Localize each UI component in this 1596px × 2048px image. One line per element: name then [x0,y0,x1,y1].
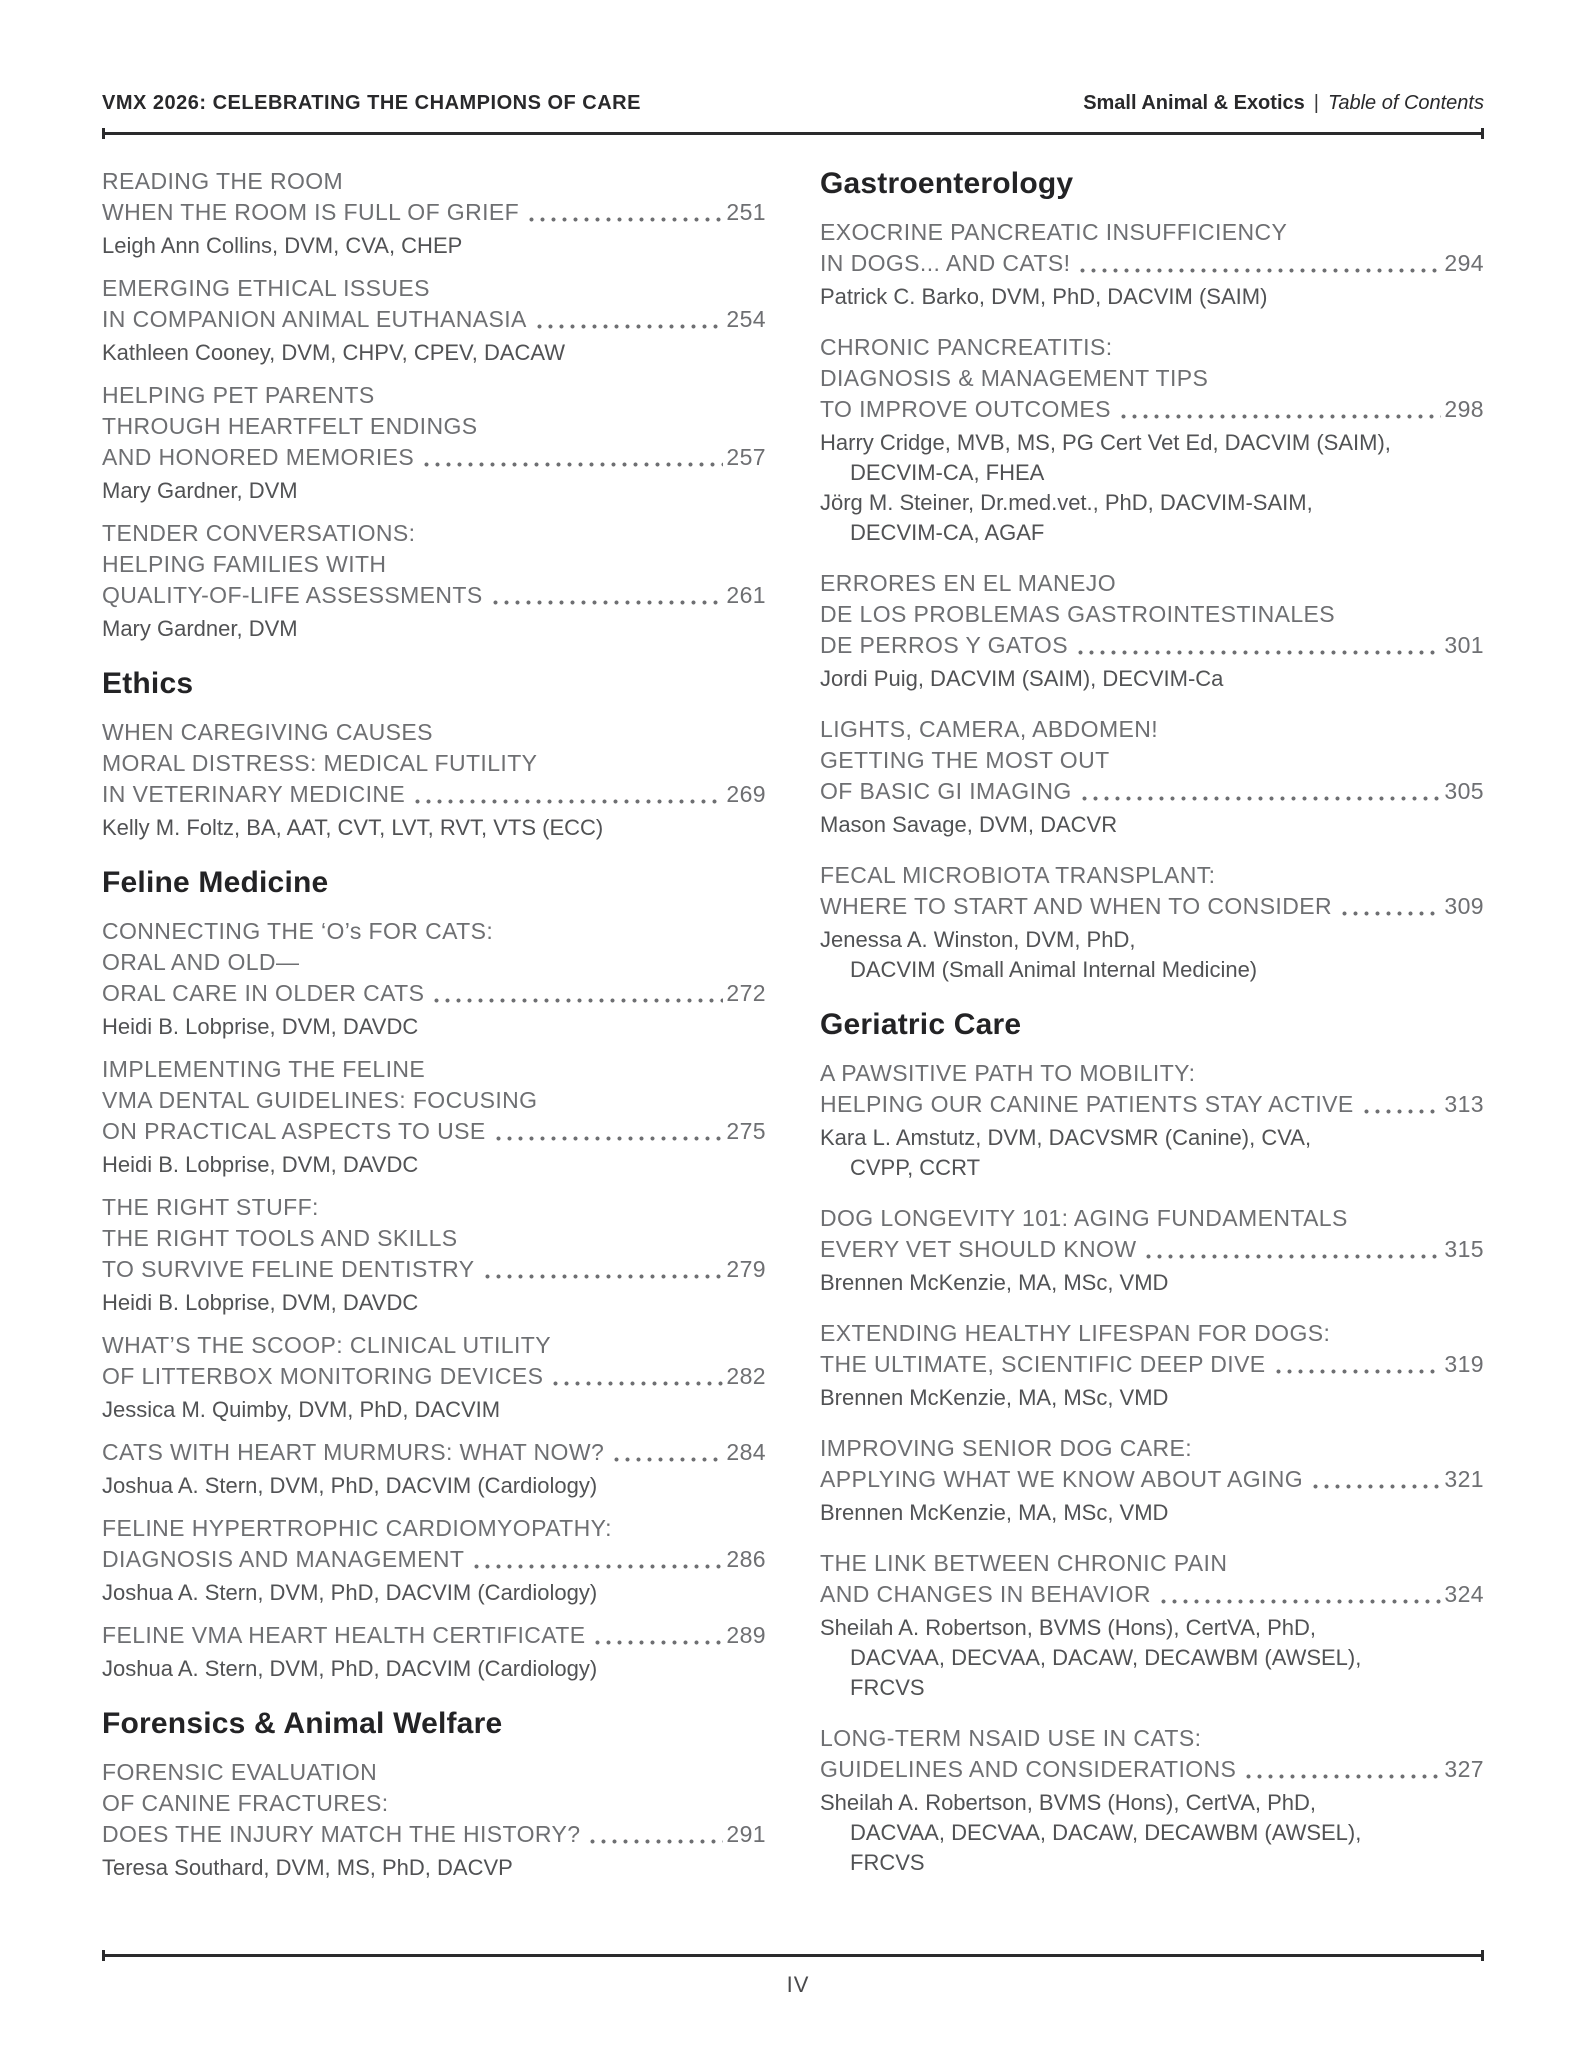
entry-title-line: TENDER CONVERSATIONS: [102,520,416,546]
dot-leader [1075,650,1441,655]
entry-title-line: WHAT’S THE SCOOP: CLINICAL UTILITY [102,1332,551,1358]
author-line: Joshua A. Stern, DVM, PhD, DACVIM (Cardiology) [102,1656,598,1681]
entry-title-line [820,1464,1484,1495]
author-line: Patrick C. Barko, DVM, PhD, DACVIM (SAIM) [820,284,1268,309]
header-track-name: Small Animal & Exotics [1083,92,1305,114]
author-line: FRCVS [850,1850,925,1875]
entry-title-line: FELINE HYPERTROPHIC CARDIOMYOPATHY: [102,1515,612,1541]
entry-title-line [820,1579,1484,1610]
toc-entry [102,1054,766,1180]
entry-title-line: HELPING PET PARENTS [102,382,375,408]
entry-page-number: 294 [1444,250,1484,276]
entry-title-line: GETTING THE MOST OUT [820,747,1110,773]
entry-page-number: 275 [726,1118,766,1144]
page-header [102,92,1484,115]
entry-title-line [820,1089,1484,1120]
entry-title-text: GUIDELINES AND CONSIDERATIONS [820,1756,1237,1782]
entry-title-text: WHEN THE ROOM IS FULL OF GRIEF [102,199,520,225]
entry-page-number: 301 [1444,632,1484,658]
entry-title-text: OF BASIC GI IMAGING [820,778,1072,804]
author-line: Harry Cridge, MVB, MS, PG Cert Vet Ed, DACVIM (SAIM), [820,430,1391,455]
entry-page-number: 309 [1444,893,1484,919]
entry-title-text: IN DOGS... AND CATS! [820,250,1071,276]
entry-page-number: 321 [1444,1466,1484,1492]
entry-title-line [820,1754,1484,1785]
toc-entry [820,332,1484,548]
author-line: Sheilah A. Robertson, BVMS (Hons), CertVA, PhD, [820,1615,1317,1640]
toc-entry [820,860,1484,985]
toc-column-2 [820,166,1484,1898]
dot-leader [1158,1599,1442,1604]
entry-title-line [102,1437,766,1468]
toc-entry [102,1620,766,1684]
author-line: Joshua A. Stern, DVM, PhD, DACVIM (Cardiology) [102,1473,598,1498]
author-line: DECVIM-CA, AGAF [850,520,1045,545]
author-line: Heidi B. Lobprise, DVM, DAVDC [102,1290,419,1315]
entry-title-line [102,1544,766,1575]
entry-title-line: THE RIGHT TOOLS AND SKILLS [102,1225,458,1251]
entry-title-line: VMA DENTAL GUIDELINES: FOCUSING [102,1087,538,1113]
entry-title-text: OF LITTERBOX MONITORING DEVICES [102,1363,544,1389]
entry-title-line: EXOCRINE PANCREATIC INSUFFICIENCY [820,219,1288,245]
entry-title-text: WHERE TO START AND WHEN TO CONSIDER [820,893,1332,919]
entry-title-line: FORENSIC EVALUATION [102,1759,378,1785]
entry-title-line [820,891,1484,922]
author-line: DACVAA, DECVAA, DACAW, DECAWBM (AWSEL), [850,1820,1362,1845]
dot-leader [1310,1484,1441,1489]
entry-title-line [820,1349,1484,1380]
toc-entry [102,1437,766,1501]
section-heading: Gastroenterology [820,167,1074,200]
entry-title-line: EXTENDING HEALTHY LIFESPAN FOR DOGS: [820,1320,1331,1346]
entry-title-text: THE ULTIMATE, SCIENTIFIC DEEP DIVE [820,1351,1266,1377]
toc-entry [102,166,766,261]
dot-leader [1361,1109,1442,1114]
entry-page-number: 289 [726,1622,766,1648]
entry-title-text: QUALITY-OF-LIFE ASSESSMENTS [102,582,483,608]
dot-leader [493,1136,724,1141]
author-line: Mason Savage, DVM, DACVR [820,812,1118,837]
entry-title-text: DIAGNOSIS AND MANAGEMENT [102,1546,465,1572]
dot-leader [412,799,723,804]
dot-leader [550,1381,723,1386]
dot-leader [1243,1774,1441,1779]
entry-title-line: THROUGH HEARTFELT ENDINGS [102,413,478,439]
entry-title-line [820,394,1484,425]
author-line: Teresa Southard, DVM, MS, PhD, DACVP [102,1855,513,1880]
dot-leader [1079,796,1442,801]
entry-page-number: 319 [1444,1351,1484,1377]
toc-entry [820,217,1484,312]
section-heading: Forensics & Animal Welfare [102,1707,503,1740]
author-line: Jessica M. Quimby, DVM, PhD, DACVIM [102,1397,501,1422]
footer-page-number: IV [786,1972,810,1997]
entry-title-text: TO SURVIVE FELINE DENTISTRY [102,1256,475,1282]
entry-page-number: 298 [1444,396,1484,422]
entry-title-text: TO IMPROVE OUTCOMES [820,396,1111,422]
section-heading: Feline Medicine [102,866,329,899]
toc-entry [102,1513,766,1608]
toc-entry [820,1548,1484,1703]
entry-title-line: CHRONIC PANCREATITIS: [820,334,1113,360]
header-divider: | [1313,92,1319,114]
entry-title-line: EMERGING ETHICAL ISSUES [102,275,430,301]
entry-title-line: LIGHTS, CAMERA, ABDOMEN! [820,716,1159,742]
entry-title-text: DOES THE INJURY MATCH THE HISTORY? [102,1821,581,1847]
entry-title-text: AND HONORED MEMORIES [102,444,415,470]
author-line: Kara L. Amstutz, DVM, DACVSMR (Canine), CVA, [820,1125,1312,1150]
author-line: Brennen McKenzie, MA, MSc, VMD [820,1500,1169,1525]
toc-entry [820,1318,1484,1413]
toc-entry [820,1433,1484,1528]
entry-title-line: ERRORES EN EL MANEJO [820,570,1116,596]
entry-title-line: WHEN CAREGIVING CAUSES [102,719,433,745]
entry-title-line [820,248,1484,279]
dot-leader [482,1274,724,1279]
dot-leader [534,324,724,329]
entry-title-line [102,197,766,228]
toc-entry [820,1203,1484,1298]
entry-title-line [102,580,766,611]
author-line: Kathleen Cooney, DVM, CHPV, CPEV, DACAW [102,340,566,365]
entry-title-text: ON PRACTICAL ASPECTS TO USE [102,1118,486,1144]
author-line: DACVIM (Small Animal Internal Medicine) [850,957,1258,982]
toc-entry [102,273,766,368]
dot-leader [471,1564,723,1569]
toc-entry [820,568,1484,694]
entry-page-number: 261 [726,582,766,608]
dot-leader [1118,414,1442,419]
header-conference-title: VMX 2026: CELEBRATING THE CHAMPIONS OF CARE [102,92,641,114]
entry-title-line: DOG LONGEVITY 101: AGING FUNDAMENTALS [820,1205,1348,1231]
entry-title-text: AND CHANGES IN BEHAVIOR [820,1581,1151,1607]
entry-title-text: EVERY VET SHOULD KNOW [820,1236,1137,1262]
entry-title-line: OF CANINE FRACTURES: [102,1790,389,1816]
author-line: Joshua A. Stern, DVM, PhD, DACVIM (Cardiology) [102,1580,598,1605]
author-line: Jörg M. Steiner, Dr.med.vet., PhD, DACVIM-SAIM, [820,490,1313,515]
entry-title-line [102,1361,766,1392]
author-line: Brennen McKenzie, MA, MSc, VMD [820,1270,1169,1295]
entry-title-line [820,630,1484,661]
author-line: FRCVS [850,1675,925,1700]
dot-leader [587,1839,723,1844]
entry-title-text: DE PERROS Y GATOS [820,632,1068,658]
entry-page-number: 251 [726,199,766,225]
entry-title-line: A PAWSITIVE PATH TO MOBILITY: [820,1060,1196,1086]
entry-title-text: IN COMPANION ANIMAL EUTHANASIA [102,306,527,332]
header-doc-type: Table of Contents [1327,92,1484,114]
toc-entry [820,714,1484,840]
entry-title-line [102,1819,766,1850]
dot-leader [1143,1254,1441,1259]
entry-page-number: 272 [726,980,766,1006]
toc-entry [102,518,766,644]
toc-entry [102,1192,766,1318]
entry-page-number: 291 [726,1821,766,1847]
author-line: Kelly M. Foltz, BA, AAT, CVT, LVT, RVT, VTS (ECC) [102,815,604,840]
entry-title-text: HELPING OUR CANINE PATIENTS STAY ACTIVE [820,1091,1354,1117]
author-line: DACVAA, DECVAA, DACAW, DECAWBM (AWSEL), [850,1645,1362,1670]
entry-page-number: 254 [726,306,766,332]
entry-title-text: CATS WITH HEART MURMURS: WHAT NOW? [102,1439,605,1465]
dot-leader [490,600,724,605]
entry-title-text: APPLYING WHAT WE KNOW ABOUT AGING [820,1466,1304,1492]
entry-title-text: FELINE VMA HEART HEALTH CERTIFICATE [102,1622,586,1648]
entry-title-line [102,304,766,335]
author-line: Jenessa A. Winston, DVM, PhD, [820,927,1136,952]
entry-title-line [820,1234,1484,1265]
entry-title-line [820,776,1484,807]
entry-title-line [102,1620,766,1651]
entry-page-number: 327 [1444,1756,1484,1782]
entry-page-number: 305 [1444,778,1484,804]
entry-title-line: FECAL MICROBIOTA TRANSPLANT: [820,862,1216,888]
entry-title-line: READING THE ROOM [102,168,344,194]
entry-title-line [102,1254,766,1285]
toc-entry [102,1757,766,1883]
toc-entry [102,717,766,843]
entry-title-line: MORAL DISTRESS: MEDICAL FUTILITY [102,750,538,776]
dot-leader [611,1457,723,1462]
dot-leader [431,998,723,1003]
author-line: CVPP, CCRT [850,1155,981,1180]
header-right [1083,92,1484,115]
entry-page-number: 282 [726,1363,766,1389]
entry-title-line: IMPLEMENTING THE FELINE [102,1056,426,1082]
entry-title-line: CONNECTING THE ‘O’s FOR CATS: [102,918,494,944]
entry-page-number: 286 [726,1546,766,1572]
dot-leader [1273,1369,1442,1374]
author-line: DECVIM-CA, FHEA [850,460,1045,485]
toc-entry [102,916,766,1042]
dot-leader [1077,268,1441,273]
author-line: Mary Gardner, DVM [102,478,298,503]
entry-title-line [102,442,766,473]
entry-title-line: LONG-TERM NSAID USE IN CATS: [820,1725,1202,1751]
author-line: Heidi B. Lobprise, DVM, DAVDC [102,1014,419,1039]
author-line: Heidi B. Lobprise, DVM, DAVDC [102,1152,419,1177]
entry-title-line: ORAL AND OLD— [102,949,300,975]
author-line: Mary Gardner, DVM [102,616,298,641]
entry-title-line: DE LOS PROBLEMAS GASTROINTESTINALES [820,601,1336,627]
entry-title-line: IMPROVING SENIOR DOG CARE: [820,1435,1193,1461]
dot-leader [421,462,723,467]
entry-title-line: HELPING FAMILIES WITH [102,551,387,577]
section-heading: Ethics [102,667,194,700]
entry-title-text: IN VETERINARY MEDICINE [102,781,406,807]
author-line: Jordi Puig, DACVIM (SAIM), DECVIM-Ca [820,666,1224,691]
author-line: Brennen McKenzie, MA, MSc, VMD [820,1385,1169,1410]
footer-rule [102,1954,1484,1957]
toc-entry [102,1330,766,1425]
entry-page-number: 324 [1444,1581,1484,1607]
entry-title-line: DIAGNOSIS & MANAGEMENT TIPS [820,365,1209,391]
toc-entry [102,380,766,506]
entry-title-line [102,1116,766,1147]
entry-title-text: ORAL CARE IN OLDER CATS [102,980,425,1006]
author-line: Sheilah A. Robertson, BVMS (Hons), CertVA, PhD, [820,1790,1317,1815]
toc-entry [820,1723,1484,1878]
entry-title-line: THE LINK BETWEEN CHRONIC PAIN [820,1550,1228,1576]
entry-title-line [102,978,766,1009]
entry-page-number: 284 [726,1439,766,1465]
dot-leader [592,1640,723,1645]
dot-leader [526,217,723,222]
section-heading: Geriatric Care [820,1008,1022,1041]
author-line: Leigh Ann Collins, DVM, CVA, CHEP [102,233,463,258]
toc-entry [820,1058,1484,1183]
entry-page-number: 269 [726,781,766,807]
entry-page-number: 313 [1444,1091,1484,1117]
entry-title-line [102,779,766,810]
toc-column-1 [102,166,766,1898]
entry-page-number: 257 [726,444,766,470]
dot-leader [1339,911,1441,916]
entry-page-number: 279 [726,1256,766,1282]
entry-title-line: THE RIGHT STUFF: [102,1194,319,1220]
header-rule [102,132,1484,135]
toc-columns [102,166,1484,1898]
entry-page-number: 315 [1444,1236,1484,1262]
